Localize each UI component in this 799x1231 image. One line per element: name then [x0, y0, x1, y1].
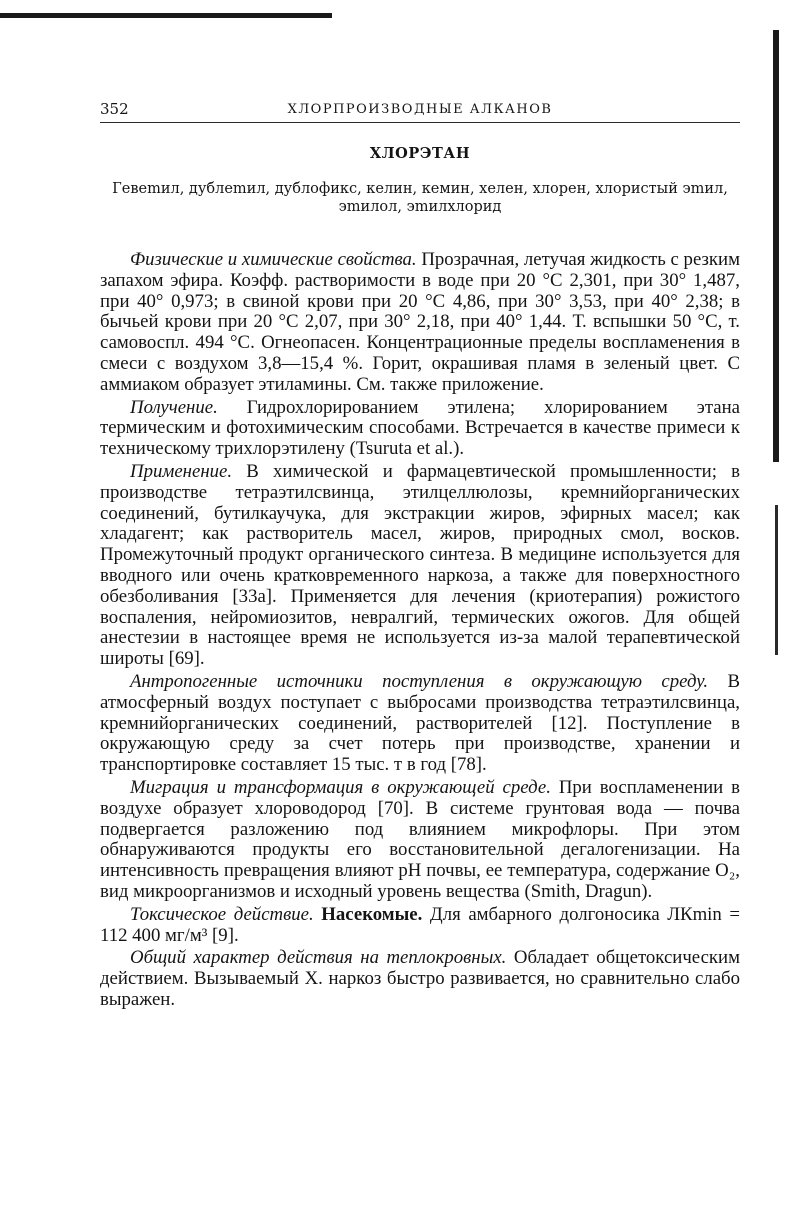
section-text: В химической и фармацевтической промышленности; в производстве тетраэтилсвинца, этилцеллюлозы, кремнийорганических соединений, бутилкаучука, для экстракции жиров, эфирных масел; как хладагент; как растворитель масел, жиров, природных смол, восков. Промежуточный продукт органического синтеза. В медицине используется для вводного или очень кратковременного наркоза, а также для поверхностного обезболивания [33a]. Применяется для лечения (криотерапия) рожистого воспаления, нейромиозитов, невралгий, термических ожогов. Для общей анестезии в настоящее время не используется из-за малой терапевтической широты [69].	[100, 460, 740, 670]
section-heading: Миграция и трансформация в окружающей среде.	[130, 776, 551, 798]
article-body	[100, 250, 740, 1011]
section-subject: Насекомые.	[313, 903, 423, 925]
page-number: 352	[100, 100, 129, 118]
article-title: ХЛОРЭТАН	[369, 145, 471, 162]
scan-edge-right-lower	[775, 505, 778, 655]
synonyms-line-1: Гевеmил, дублеmил, дублофикс, келин, кемин, хелен, хлорен, хлористый эmил,	[112, 181, 728, 197]
page	[100, 96, 740, 1013]
section-heading: Общий характер действия на теплокровных.	[130, 947, 507, 969]
section-heading: Антропогенные источники поступления в окружающую среду.	[130, 670, 709, 692]
section-heading: Физические и химические свойства.	[130, 249, 417, 270]
section-sources	[100, 672, 740, 776]
section-application	[100, 462, 740, 670]
section-text: Гидрохлорированием этилена; хлорированием этана термическим и фотохимическим способами. Встречается в качестве примеси к техническому трихлорэтилену (Tsuruta et al.).	[100, 396, 740, 460]
section-migration	[100, 778, 740, 903]
section-production	[100, 398, 740, 460]
section-text: В атмосферный воздух поступает с выбросами производства тетраэтилсвинца, кремнийорганических соединений, растворителей [12]. Поступление в окружающую среду за счет потерь при производстве, хранении и транспортировке составляет 15 тыс. т в год [78].	[100, 670, 740, 776]
section-text: Для амбарного долгоносика ЛКmin = 112 400 мг/м³ [9].	[100, 903, 740, 946]
section-heading: Применение.	[130, 460, 233, 482]
section-heading: Токсическое действие.	[130, 903, 314, 925]
running-title: ХЛОРПРОИЗВОДНЫЕ АЛКАНОВ	[287, 102, 553, 117]
scan-edge-top	[0, 13, 332, 18]
synonyms-line-2: эmилол, эmилхлорид	[338, 199, 502, 215]
section-toxic-action	[100, 905, 740, 947]
section-heading: Получение.	[130, 396, 218, 418]
synonyms	[100, 180, 740, 216]
scan-edge-right	[773, 30, 779, 462]
section-text: При воспламенении в воздухе образует хлороводород [70]. В системе грунтовая вода — почва подвергается разложению под влиянием микрофлоры. При этом обнаруживаются продукты его восстановительной дегалогенизации. На интенсивность превращения влияют pH почвы, ее температура, содержание O₂, вид микроорганизмов и исходный уровень вещества (Smith, Dragun).	[100, 776, 741, 902]
section-general-action	[100, 948, 740, 1010]
section-text: Прозрачная, летучая жидкость с резким запахом эфира. Коэфф. растворимости в воде при 20 °С 2,301, при 30° 1,487, при 40° 0,973; в свиной крови при 20 °С 4,86, при 30° 3,53, при 40° 2,38; в бычьей крови при 20 °С 2,07, при 30° 2,18, при 40° 1,44. Т. вспышки 50 °С, т. самовоспл. 494 °С. Огнеопасен. Концентрационные пределы воспламенения в смеси с воздухом 3,8—15,4 %. Горит, окрашивая пламя в зеленый цвет. С аммиаком образует этиламины. См. также приложение.	[100, 249, 740, 395]
section-properties	[100, 250, 740, 396]
running-head	[100, 96, 740, 123]
section-text: Обладает общетоксическим действием. Вызываемый Х. наркоз быстро развивается, но сравнительно слабо выражен.	[100, 947, 740, 1010]
